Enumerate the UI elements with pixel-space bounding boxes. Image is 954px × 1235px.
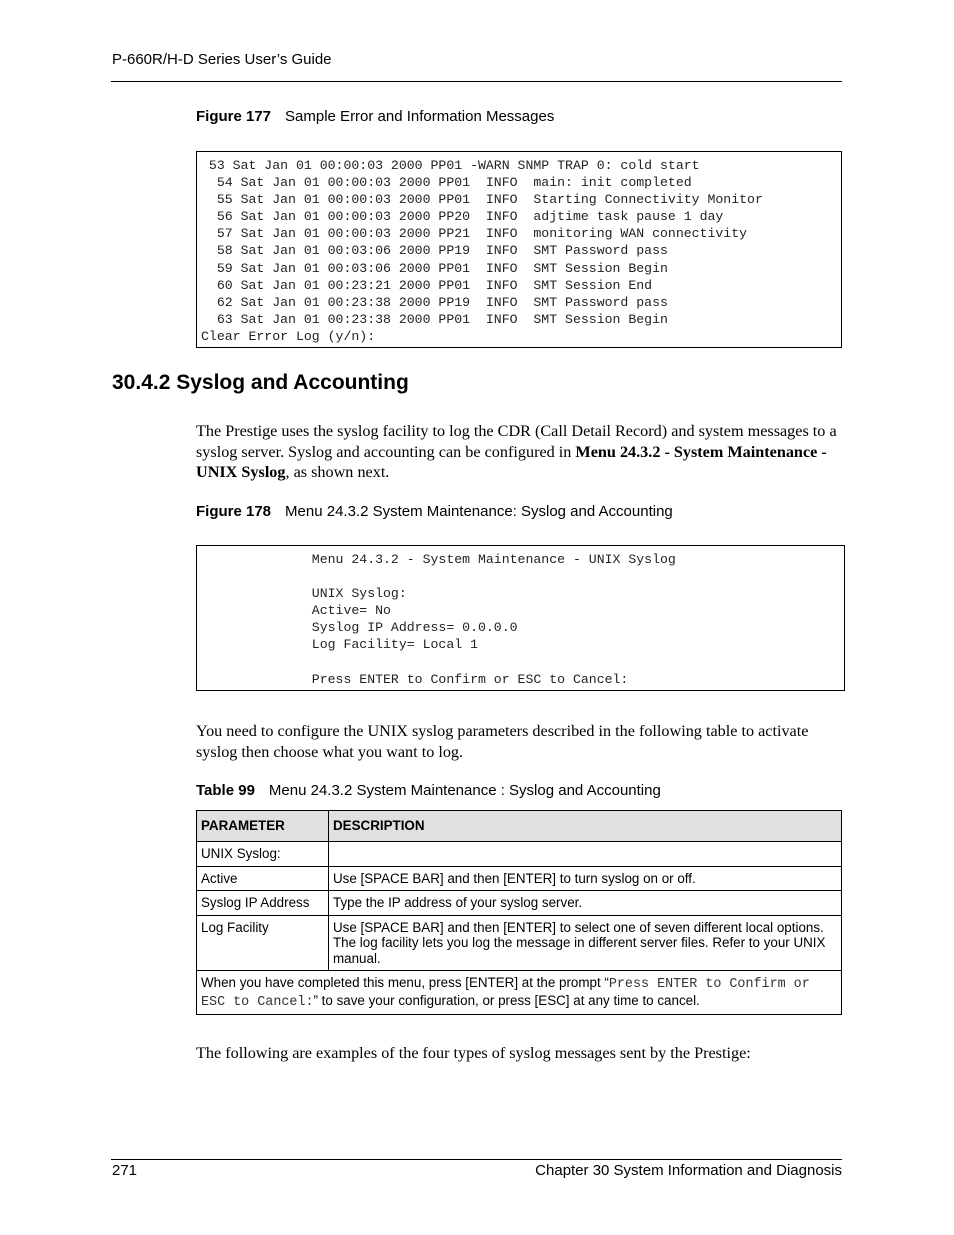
- table-99-label: Table 99: [196, 782, 255, 799]
- header-divider: [111, 81, 842, 82]
- figure-178-title: Menu 24.3.2 System Maintenance: Syslog and Accounting: [285, 503, 673, 520]
- table-row: [197, 915, 842, 971]
- figure-178-menu-box: [196, 545, 845, 691]
- param-cell: Syslog IP Address: [197, 891, 329, 916]
- param-cell: UNIX Syslog:: [197, 842, 329, 867]
- table-footer-note: [197, 971, 842, 1015]
- footer-note-text-2: ” to save your configuration, or press [ESC] at any time to cancel.: [313, 992, 700, 1008]
- param-cell: Log Facility: [197, 915, 329, 971]
- page-number: 271: [112, 1162, 138, 1179]
- figure-177-title: Sample Error and Information Messages: [285, 108, 555, 125]
- desc-cell: Use [SPACE BAR] and then [ENTER] to turn syslog on or off.: [329, 866, 842, 891]
- footer-divider: [111, 1159, 842, 1160]
- figure-178-caption: [196, 503, 673, 520]
- footer-note-prompt: Press ENTER to Confirm or ESC to Cancel:: [201, 977, 810, 1010]
- intro-text-1: The Prestige uses the syslog facility to log the CDR (Call Detail Record) and system messages to a syslog server. Syslog and accounting can be configured in: [196, 422, 837, 461]
- table-row: [197, 842, 842, 867]
- chapter-title: Chapter 30 System Information and Diagnosis: [535, 1162, 842, 1179]
- desc-cell: Use [SPACE BAR] and then [ENTER] to select one of seven different local options. The log facility lets you log the message in different server files. Refer to your UNIX manual.: [329, 915, 842, 971]
- figure-177-log-box: [196, 151, 842, 348]
- figure-177-caption: [196, 108, 554, 125]
- desc-cell: [329, 842, 842, 867]
- closing-paragraph: The following are examples of the four types of syslog messages sent by the Prestige:: [196, 1044, 751, 1062]
- figure-178-menu-text: Menu 24.3.2 - System Maintenance - UNIX Syslog UNIX Syslog: Active= No Syslog IP Address= 0.0.0.0 Log Facility= Local 1 Press ENTER to Confirm or ESC to Cancel:: [311, 552, 676, 687]
- section-heading: 30.4.2 Syslog and Accounting: [112, 371, 409, 394]
- figure-178-label: Figure 178: [196, 503, 272, 520]
- footer-note-text-1: When you have completed this menu, press [ENTER] at the prompt “: [201, 975, 609, 990]
- intro-menu-reference: Menu 24.3.2 - System Maintenance - UNIX Syslog: [196, 442, 827, 482]
- running-header-title: P-660R/H-D Series User’s Guide: [112, 51, 332, 68]
- intro-text-2: , as shown next.: [285, 463, 390, 482]
- desc-cell: Type the IP address of your syslog server.: [329, 891, 842, 916]
- table-99-title: Menu 24.3.2 System Maintenance : Syslog and Accounting: [268, 782, 661, 799]
- intro-paragraph: [196, 421, 846, 483]
- table-row: [197, 866, 842, 891]
- figure-177-label: Figure 177: [196, 108, 272, 125]
- header-description: DESCRIPTION: [329, 811, 842, 842]
- figure-177-log-text: 53 Sat Jan 01 00:00:03 2000 PP01 -WARN SNMP TRAP 0: cold start 54 Sat Jan 01 00:00:03 2000 PP01 INFO main: init completed 55 Sat Jan 01 00:00:03 2000 PP01 INFO Starting Connectivity Monitor 56 Sat Jan 01 00:00:03 2000 PP20 INFO adjtime task pause 1 day 57 Sat Jan 01 00:00:03 2000 PP21 INFO monitoring WAN connectivity 58 Sat Jan 01 00:03:06 2000 PP19 INFO SMT Password pass 59 Sat Jan 01 00:03:06 2000 PP01 INFO SMT Session Begin 60 Sat Jan 01 00:23:21 2000 PP01 INFO SMT Session End 62 Sat Jan 01 00:23:38 2000 PP19 INFO SMT Password pass 63 Sat Jan 01 00:23:38 2000 PP01 INFO SMT Session Begin Clear Error Log (y/n):: [201, 158, 763, 344]
- param-cell: Active: [197, 866, 329, 891]
- table-header-row: [197, 811, 842, 842]
- table-99-caption: [196, 782, 661, 799]
- table-footer-row: [197, 971, 842, 1015]
- table-row: [197, 891, 842, 916]
- config-paragraph: You need to configure the UNIX syslog parameters described in the following table to activate syslog then choose what you want to log.: [196, 722, 809, 761]
- header-parameter: PARAMETER: [197, 811, 329, 842]
- parameter-table: [196, 810, 842, 1015]
